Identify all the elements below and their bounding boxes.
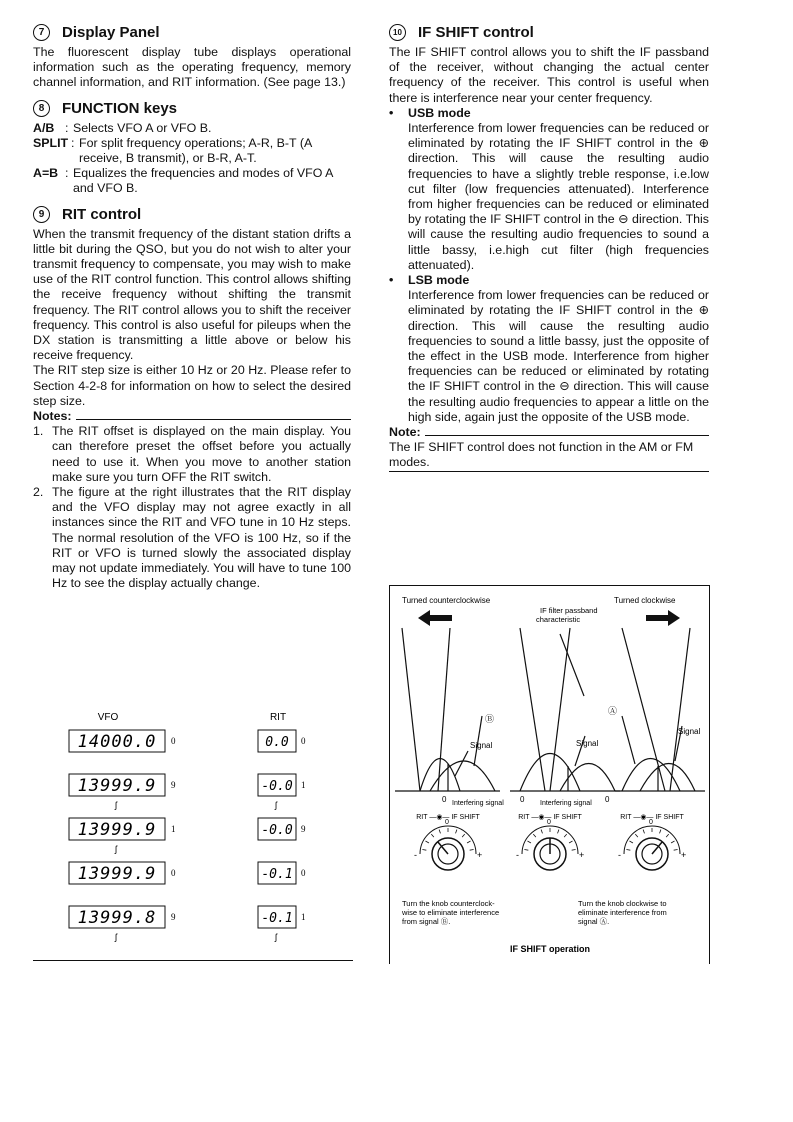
vfo-subdigit: 9 [171, 912, 176, 922]
rit-label: RIT [269, 712, 287, 723]
interfering-label-1: Interfering signal [452, 800, 504, 807]
rit-subdigit: 0 [301, 736, 306, 746]
knob-label: RIT —◉— IF SHIFT [620, 814, 684, 821]
function-key-sep: : [71, 135, 75, 150]
note-rule [425, 435, 709, 436]
function-key-name: SPLIT [33, 135, 69, 150]
section-number-badge: 10 [389, 24, 406, 41]
rit-control-para2: The RIT step size is either 10 Hz or 20 Hz. Please refer to Section 4-2-8 for information on how to select the desired step size. [33, 363, 351, 408]
if-shift-knob [516, 814, 584, 870]
vfo-value: 13999.9 [77, 776, 157, 796]
if-shift-heading [389, 24, 709, 41]
vfo-label: VFO [97, 712, 119, 723]
mode-heading: USB mode [408, 105, 471, 120]
function-key-item [33, 166, 351, 196]
rit-control-heading [33, 206, 351, 223]
if-shift-knob [414, 814, 482, 870]
vfo-rit-display-figure [33, 712, 353, 962]
mode-text: Interference from lower frequencies can be reduced or eliminated by rotating the IF SHIFT control in the ⊕ direction. This will cause the resulting audio frequencies to sound a little bassy, just the opposite of the effect in the USB mode. Interference from higher frequencies can be reduced or eliminated by rotating the IF SHIFT control in the ⊖ direction. This will cause the resulting audio frequencies to appear a little on the high side, again just the opposite of the USB mode. [408, 288, 709, 424]
mode-heading: LSB mode [408, 273, 470, 288]
note-number: 2. [33, 485, 44, 500]
svg-text:-: - [516, 850, 519, 860]
function-keys-heading [33, 100, 351, 117]
function-key-item [33, 121, 351, 136]
rit-value: 0.0 [265, 735, 289, 750]
mode-bullet [389, 273, 709, 288]
display-panel-body: The fluorescent display tube displays operational information such as the operating frequency, memory channel information, and RIT information. (See page 13.) [33, 45, 351, 90]
note-text: The RIT offset is displayed on the main display. You can therefore preset the offset before you actually need to use it. When you move to another station make sure you turn OFF the RIT switch. [52, 424, 351, 484]
marker-a: Ⓐ [608, 706, 618, 716]
note-text: The IF SHIFT control does not function in the AM or FM modes. [389, 440, 694, 470]
if-shift-intro: The IF SHIFT control allows you to shift the IF passband of the receiver, without changing the actual center frequency of the receiver. This control is useful when there is interference near your center frequency. [389, 45, 709, 105]
svg-text:-: - [618, 850, 621, 860]
vfo-subdigit: 0 [171, 736, 176, 746]
function-key-desc: For split frequency operations; A-R, B-T (A receive, B transmit), or B-R, A-T. [79, 135, 312, 166]
lcd-row [69, 862, 306, 884]
passband-diagram-right [615, 628, 705, 791]
vfo-value: 13999.8 [77, 908, 157, 928]
if-shift-knob [618, 814, 686, 870]
note-end-rule [389, 471, 709, 472]
caption-left: Turn the knob counterclock- wise to eliminate interference from signal Ⓑ. [402, 899, 500, 926]
svg-text:0: 0 [445, 819, 449, 826]
function-key-item [33, 136, 351, 166]
lcd-row [69, 774, 306, 810]
vfo-value: 13999.9 [77, 820, 157, 840]
display-panel-title: Display Panel [62, 23, 160, 41]
note-number: 1. [33, 424, 44, 439]
function-key-name: A=B [33, 166, 59, 181]
bullet-dot-icon: • [389, 273, 394, 288]
rit-control-para1: When the transmit frequency of the distant station drifts a little bit during the QSO, but you do not wish to alter your transmit frequency to compensate, you may wish to make use of the RIT control function. This control allows shifting the receive frequency without shifting the transmit frequency. The RIT control allows you to shift the receiver frequency. This control is also useful for pileups when the DX station is transmitting a little above or below his receive frequency. [33, 226, 351, 363]
marker-b: Ⓑ [485, 714, 495, 724]
left-arrow-icon [418, 610, 452, 626]
if-shift-title: IF SHIFT control [418, 23, 534, 41]
vfo-subdigit: 9 [171, 780, 176, 790]
svg-text:+: + [477, 850, 483, 860]
signal-label-center: Signal [576, 739, 599, 748]
note-item [33, 424, 351, 485]
tilde-mark: ʃ [115, 800, 117, 810]
turned-cw-label: Turned clockwise [614, 596, 676, 605]
passband-label-line [536, 606, 600, 624]
svg-text:0: 0 [649, 819, 653, 826]
turned-ccw-label: Turned counterclockwise [402, 596, 491, 605]
svg-text:+: + [579, 850, 585, 860]
rit-subdigit: 1 [301, 912, 306, 922]
rit-subdigit: 1 [301, 780, 306, 790]
note-label: Note: [389, 425, 421, 440]
section-number-badge: 9 [33, 206, 50, 223]
note-header [389, 425, 709, 440]
section-number-badge: 7 [33, 24, 50, 41]
notes-header [33, 409, 351, 424]
svg-text:0: 0 [547, 819, 551, 826]
vfo-value: 13999.9 [77, 864, 157, 884]
svg-text:+: + [681, 850, 687, 860]
left-column [33, 24, 351, 592]
passband-label-1: IF filter passband [540, 606, 598, 615]
knob-label: RIT —◉— IF SHIFT [518, 814, 582, 821]
bottom-rule [33, 960, 353, 961]
passband-label-2: characteristic [536, 615, 581, 624]
rit-value: -0.1 [261, 911, 293, 926]
note-text: The figure at the right illustrates that the RIT display and the VFO display may not agree exactly in all instances since the RIT and VFO tune in 10 Hz steps. The normal resolution of the VFO is 100 Hz, so if the RIT or VFO is turned slowly the associated display may not update immediately. You will have to tune 100 Hz to see the display actually change. [52, 485, 351, 591]
knob-label: RIT —◉— IF SHIFT [416, 814, 480, 821]
rit-value: -0.1 [261, 867, 293, 882]
zero-label-3: 0 [605, 795, 610, 804]
passband-diagram-center [510, 628, 620, 791]
interfering-label-2: Interfering signal [540, 800, 592, 807]
lcd-row [69, 818, 306, 854]
svg-text:-: - [414, 850, 417, 860]
function-key-desc: Selects VFO A or VFO B. [73, 120, 212, 135]
rit-subdigit: 0 [301, 868, 306, 878]
tilde-mark: ʃ [115, 932, 117, 942]
function-keys-list [33, 121, 351, 197]
if-shift-figure [389, 585, 710, 964]
lcd-row [69, 906, 306, 942]
zero-label-1: 0 [442, 795, 447, 804]
if-shift-diagram [390, 586, 709, 964]
function-key-sep: : [65, 120, 69, 135]
vfo-value: 14000.0 [77, 732, 157, 752]
signal-label-right: Signal [678, 727, 701, 736]
passband-diagram-left [395, 628, 500, 791]
rit-control-title: RIT control [62, 205, 142, 223]
rit-subdigit: 9 [301, 824, 306, 834]
tilde-mark: ʃ [275, 800, 277, 810]
function-keys-title: FUNCTION keys [62, 99, 178, 117]
signal-label-left: Signal [470, 741, 493, 750]
mode-text: Interference from lower frequencies can be reduced or eliminated by rotating the IF SHIFT control in the ⊕ direction. This will cause the resulting audio frequencies to have a slightly treble response, i.e.low cut filter (low frequencies attenuated). Interference from higher frequencies can be reduced or eliminated by rotating the IF SHIFT control in the ⊖ direction. This will cause the resulting audio frequencies to sound a little bassy, i.e.high cut filter (high frequencies attenuated). [408, 121, 709, 272]
function-key-sep: : [65, 166, 69, 181]
right-column [389, 24, 709, 472]
notes-label: Notes: [33, 409, 72, 424]
note-item [33, 485, 351, 591]
vfo-subdigit: 0 [171, 868, 176, 878]
right-arrow-icon [646, 610, 680, 626]
zero-label-2: 0 [520, 795, 525, 804]
figure-title: IF SHIFT operation [510, 944, 590, 954]
rit-value: -0.0 [261, 779, 293, 794]
bullet-dot-icon: • [389, 105, 394, 120]
tilde-mark: ʃ [115, 844, 117, 854]
vfo-subdigit: 1 [171, 824, 176, 834]
lcd-row [69, 730, 306, 752]
mode-bullet [389, 106, 709, 121]
caption-right: Turn the knob clockwise to eliminate interference from signal Ⓐ. [578, 899, 667, 926]
rit-value: -0.0 [261, 823, 293, 838]
display-panel-heading [33, 24, 351, 41]
function-key-desc: Equalizes the frequencies and modes of VFO A and VFO B. [73, 166, 333, 196]
notes-rule [76, 419, 351, 420]
function-key-name: A/B [33, 120, 55, 135]
section-number-badge: 8 [33, 100, 50, 117]
tilde-mark: ʃ [275, 932, 277, 942]
